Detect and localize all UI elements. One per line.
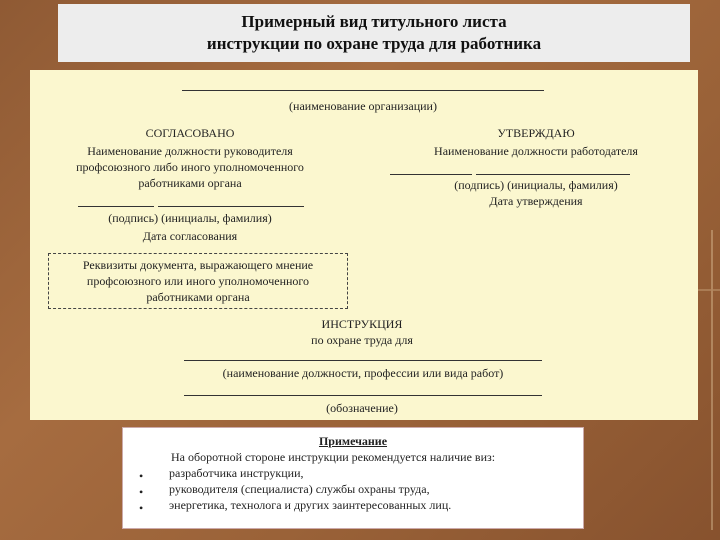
org-name-line bbox=[182, 90, 544, 91]
right-signature-caption: (подпись) (инициалы, фамилия) bbox=[454, 178, 618, 192]
position-line bbox=[184, 360, 542, 361]
requisites-line-1: Реквизиты документа, выражающего мнение bbox=[82, 258, 314, 272]
right-name-line bbox=[476, 174, 630, 175]
note-box bbox=[122, 427, 584, 529]
approval-heading-left: СОГЛАСОВАНО bbox=[145, 126, 235, 140]
designation-caption: (обозначение) bbox=[326, 401, 398, 415]
left-signature-line bbox=[78, 206, 154, 207]
requisites-line-3: работниками органа bbox=[146, 290, 250, 304]
left-name-line bbox=[158, 206, 304, 207]
bullet-icon: • bbox=[139, 501, 144, 515]
requisites-box bbox=[48, 253, 348, 309]
instruction-heading: ИНСТРУКЦИЯ bbox=[321, 317, 403, 331]
agreement-date-caption: Дата согласования bbox=[142, 229, 238, 243]
note-item: энергетика, технолога и других заинтересованных лиц. bbox=[169, 498, 452, 512]
title-line-2: инструкции по охране труда для работника bbox=[206, 34, 542, 53]
left-position-line-2: профсоюзного либо иного уполномоченного bbox=[76, 160, 304, 174]
title-page-sample bbox=[30, 70, 698, 420]
note-intro: На оборотной стороне инструкции рекомендуется наличие виз: bbox=[171, 450, 496, 464]
left-signature-caption: (подпись) (инициалы, фамилия) bbox=[108, 211, 272, 225]
left-position-line-3: работниками органа bbox=[138, 176, 242, 190]
bullet-icon: • bbox=[139, 469, 144, 483]
bullet-icon: • bbox=[139, 485, 144, 499]
note-item: разработчика инструкции, bbox=[169, 466, 304, 480]
note-title: Примечание bbox=[318, 434, 388, 448]
instruction-subheading: по охране труда для bbox=[311, 333, 413, 347]
slide-title bbox=[58, 4, 690, 62]
title-line-1: Примерный вид титульного листа bbox=[241, 12, 507, 31]
designation-line bbox=[184, 395, 542, 396]
position-caption: (наименование должности, профессии или вида работ) bbox=[222, 366, 504, 380]
left-position-line-1: Наименование должности руководителя bbox=[87, 144, 293, 158]
right-signature-line bbox=[390, 174, 472, 175]
note-item: руководителя (специалиста) службы охраны труда, bbox=[169, 482, 430, 496]
approval-heading-right: УТВЕРЖДАЮ bbox=[497, 126, 575, 140]
org-caption: (наименование организации) bbox=[289, 99, 437, 113]
requisites-line-2: профсоюзного или иного уполномоченного bbox=[86, 274, 310, 288]
right-position-line: Наименование должности работодателя bbox=[434, 144, 638, 158]
approval-date-caption: Дата утверждения bbox=[489, 194, 583, 208]
